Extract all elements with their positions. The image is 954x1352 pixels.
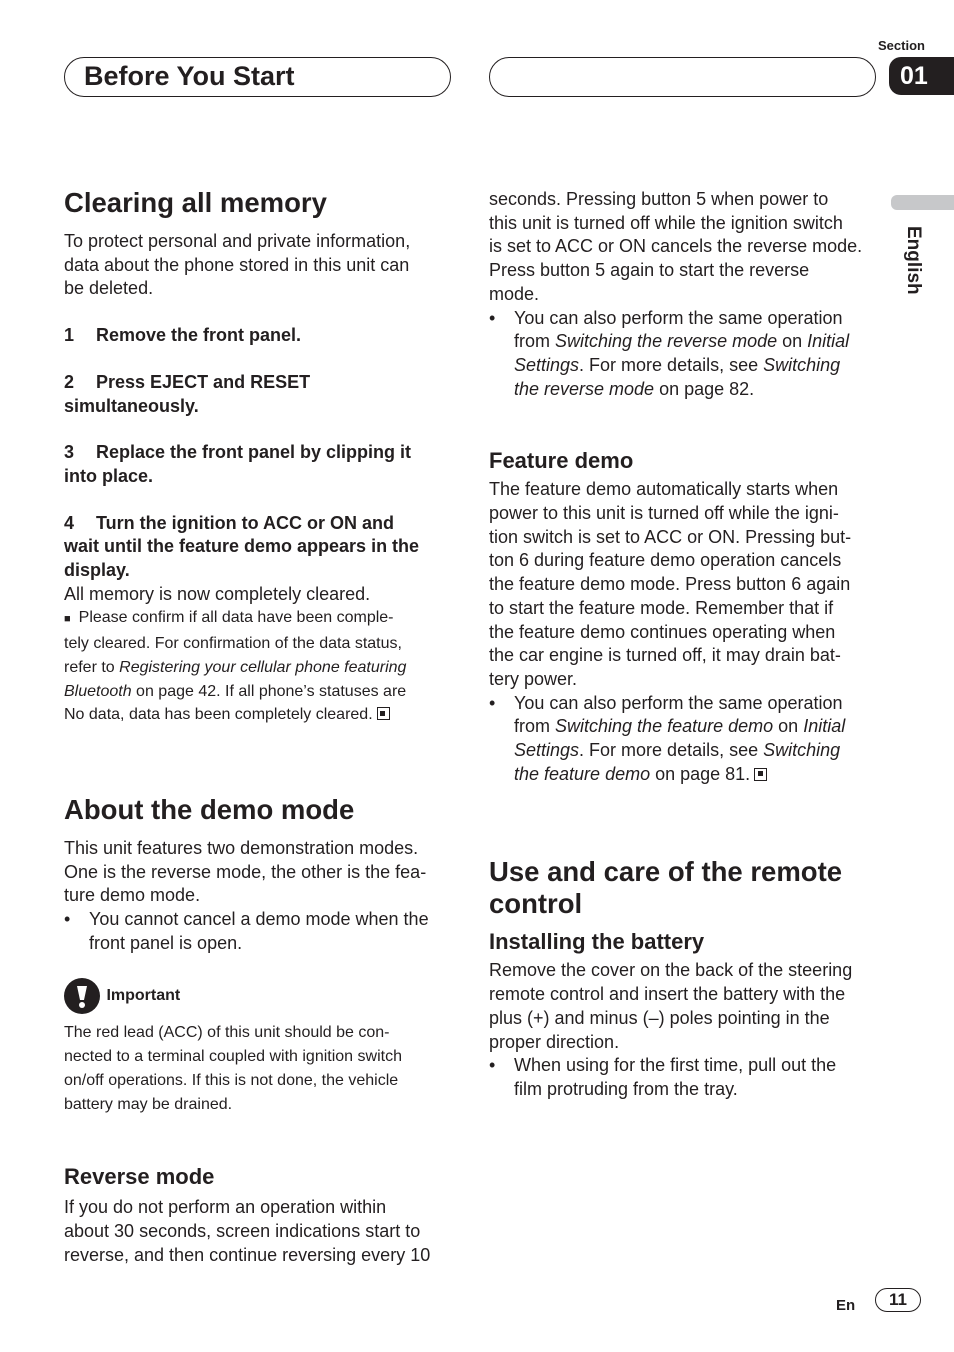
right-column xyxy=(489,180,874,1102)
important-line: The red lead (ACC) of this unit should be con- xyxy=(64,1024,390,1042)
feature-line: the car engine is turned off, it may drain bat- xyxy=(489,645,841,666)
button-number: 6 xyxy=(791,574,802,595)
button-number: 5 xyxy=(595,260,606,281)
note-text: refer to xyxy=(64,658,120,676)
bullet-reference: Settings xyxy=(514,354,580,375)
clearing-step-2 xyxy=(64,371,449,418)
step-number: 2 xyxy=(64,371,75,392)
section-number: 01 xyxy=(889,57,954,95)
feature-bullet xyxy=(489,692,874,787)
reverse-heading: Reverse mode xyxy=(64,1164,215,1190)
bullet-reference: the feature demo xyxy=(514,763,651,784)
feature-line: tion switch is set to ACC or ON. Pressing but- xyxy=(489,526,852,547)
feature-line: The feature demo automatically starts when xyxy=(489,479,839,500)
remote-heading-line: control xyxy=(489,888,583,920)
bullet-text: from xyxy=(514,716,556,737)
feature-line: power to this unit is turned off while the igni- xyxy=(489,503,839,524)
reverse-text: Press button xyxy=(489,260,596,281)
language-tab-label: English xyxy=(903,226,924,295)
step-text: Replace the front panel by clipping it xyxy=(96,442,412,463)
bullet-icon: • xyxy=(489,307,496,328)
reverse-bullet xyxy=(489,307,874,402)
reverse-text: mode. xyxy=(489,283,540,304)
step-text: wait until the feature demo appears in the xyxy=(64,536,420,557)
note-reference: Registering your cellular phone featuring xyxy=(119,658,407,676)
reverse-text: seconds. Pressing button xyxy=(489,189,697,209)
language-tab-marker xyxy=(891,195,954,210)
reverse-line: reverse, and then continue reversing every 10 xyxy=(64,1244,431,1265)
battery-line: proper direction. xyxy=(489,1031,620,1052)
step-text: display. xyxy=(64,560,130,581)
demo-intro-line: One is the reverse mode, the other is the fea- xyxy=(64,861,427,882)
bullet-text: on xyxy=(773,716,804,737)
bullet-reference: Initial xyxy=(803,716,846,737)
footer-language: En xyxy=(836,1297,856,1314)
bullet-reference: Switching the reverse mode xyxy=(555,331,778,352)
clearing-result: All memory is now completely cleared. xyxy=(64,583,371,604)
battery-text xyxy=(489,959,874,1101)
clearing-step-3 xyxy=(64,441,449,488)
feature-line: the feature demo mode. Press button xyxy=(489,574,792,595)
feature-line: ton xyxy=(489,550,520,571)
reverse-text-left xyxy=(64,1196,449,1267)
step-text: Turn the ignition to ACC or ON and xyxy=(96,512,394,533)
battery-line: Remove the cover on the back of the steering xyxy=(489,960,853,981)
clearing-heading: Clearing all memory xyxy=(64,187,327,218)
note-text: on page 42. If all phone’s statuses are xyxy=(131,682,407,700)
demo-bullet xyxy=(64,908,449,955)
important-line: on/off operations. If this is not done, the vehicle xyxy=(64,1071,399,1089)
remote-heading xyxy=(489,856,874,920)
clearing-intro-line: To protect personal and private information, xyxy=(64,231,411,251)
bullet-reference: Switching xyxy=(763,740,841,761)
battery-line: remote control and insert the battery with the xyxy=(489,984,846,1005)
battery-line: plus (+) and minus (–) poles pointing in the xyxy=(489,1007,830,1028)
bullet-text: . For more details, see xyxy=(579,354,764,375)
end-of-section-icon xyxy=(754,768,767,781)
bullet-text: You cannot cancel a demo mode when the xyxy=(89,909,429,930)
bullet-reference: Switching the feature demo xyxy=(555,716,774,737)
step-number: 4 xyxy=(64,512,75,533)
feature-line: to start the feature mode. Remember that if xyxy=(489,597,834,618)
bullet-text: on xyxy=(777,331,808,352)
battery-heading: Installing the battery xyxy=(489,929,705,955)
clearing-step-1 xyxy=(64,324,449,348)
reverse-text: again to start the reverse xyxy=(605,260,810,281)
end-of-section-icon xyxy=(377,707,390,720)
note-reference: Bluetooth xyxy=(64,682,132,700)
feature-line: the feature demo continues operating when xyxy=(489,621,836,642)
important-text xyxy=(64,1021,449,1116)
clearing-intro-line: data about the phone stored in this unit can xyxy=(64,254,410,275)
reverse-line: If you do not perform an operation within xyxy=(64,1197,387,1218)
button-number: 6 xyxy=(519,550,530,571)
bullet-text: You can also perform the same operation xyxy=(514,307,843,328)
demo-heading: About the demo mode xyxy=(64,793,355,825)
feature-line: during feature demo operation cancels xyxy=(529,550,842,571)
bullet-icon: • xyxy=(489,692,496,713)
bullet-reference: the reverse mode xyxy=(514,378,655,399)
note-bold: No data xyxy=(64,706,121,724)
square-bullet-icon: ■ xyxy=(64,613,71,626)
bullet-text: on page 82. xyxy=(654,378,755,399)
step-text: into place. xyxy=(64,465,154,486)
left-column xyxy=(64,180,449,1267)
note-text: Please confirm if all data have been comple- xyxy=(78,609,394,627)
bullet-icon: • xyxy=(489,1055,496,1076)
clearing-note xyxy=(64,606,449,727)
clearing-intro-line: be deleted. xyxy=(64,278,154,299)
bullet-text: from xyxy=(514,331,556,352)
important-label: Important xyxy=(106,987,181,1005)
header-empty-frame xyxy=(489,57,876,97)
important-box xyxy=(64,978,449,1014)
demo-intro-line: ture demo mode. xyxy=(64,885,201,906)
section-title: Before You Start xyxy=(84,61,295,91)
page-number: 11 xyxy=(875,1288,921,1312)
demo-intro-line: This unit features two demonstration modes. xyxy=(64,837,419,858)
step-text: Press EJECT and RESET simultaneously. xyxy=(64,371,311,416)
bullet-reference: Switching xyxy=(763,354,841,375)
important-icon xyxy=(64,978,100,1014)
clearing-step-4 xyxy=(64,512,449,583)
note-text: tely cleared. For confirmation of the data status, xyxy=(64,635,402,653)
demo-intro xyxy=(64,837,449,908)
clearing-intro xyxy=(64,230,449,301)
reverse-text: when power to xyxy=(706,189,829,209)
remote-heading-line: Use and care of the remote xyxy=(489,856,843,888)
bullet-reference: Initial xyxy=(807,331,850,352)
feature-text xyxy=(489,478,874,786)
feature-heading: Feature demo xyxy=(489,448,634,474)
bullet-icon: • xyxy=(64,909,71,930)
step-number: 1 xyxy=(64,325,75,346)
bullet-text: on page 81. xyxy=(650,763,751,784)
bullet-text: . For more details, see xyxy=(579,740,764,761)
reverse-line: about 30 seconds, screen indications start to xyxy=(64,1220,421,1241)
reverse-text: this unit is turned off while the ignition switch xyxy=(489,212,843,233)
bullet-text: film protruding from the tray. xyxy=(514,1078,738,1099)
bullet-text: You can also perform the same operation xyxy=(514,692,843,713)
button-number: 5 xyxy=(696,189,707,209)
step-text: Remove the front panel. xyxy=(96,325,302,346)
reverse-text-right xyxy=(489,188,874,401)
note-text: , data has been completely cleared. xyxy=(120,706,373,724)
step-number: 3 xyxy=(64,442,75,463)
section-label: Section xyxy=(878,38,925,53)
bullet-reference: Settings xyxy=(514,740,580,761)
reverse-text: is set to ACC or ON cancels the reverse mode. xyxy=(489,236,863,257)
bullet-text: front panel is open. xyxy=(89,932,243,953)
feature-line: again xyxy=(801,574,851,595)
bullet-text: When using for the first time, pull out the xyxy=(514,1055,837,1076)
feature-line: tery power. xyxy=(489,668,578,689)
battery-bullet xyxy=(489,1054,874,1101)
important-line: nected to a terminal coupled with ignition switch xyxy=(64,1048,402,1066)
important-line: battery may be drained. xyxy=(64,1095,233,1113)
